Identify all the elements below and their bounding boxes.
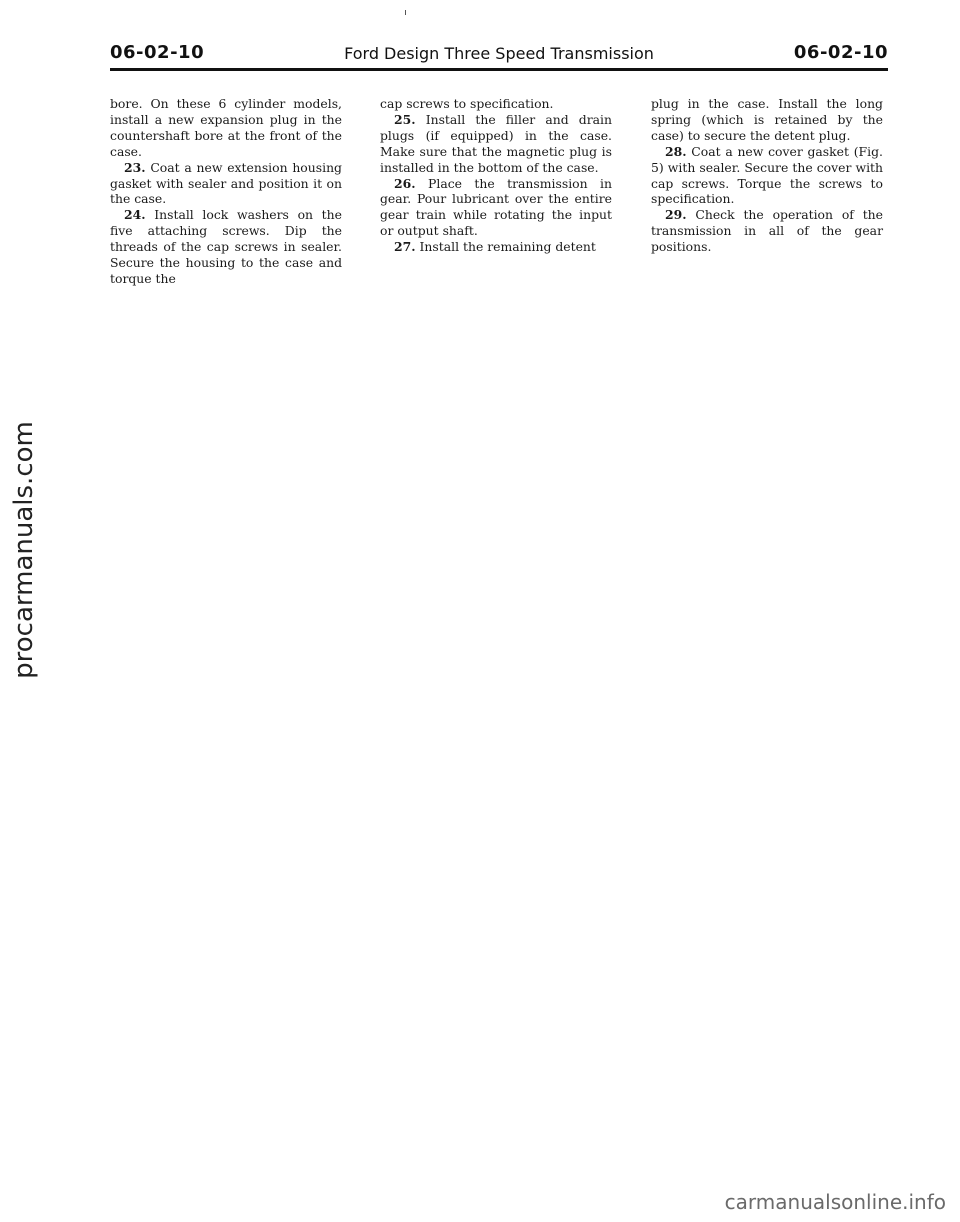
paragraph-continuation: cap screws to specification.	[380, 96, 554, 111]
step-24	[110, 207, 342, 287]
text-column-1	[110, 96, 342, 287]
step-26	[380, 176, 612, 240]
step-text: Check the operation of the transmission in all of the gear positions.	[651, 207, 883, 255]
text-column-2	[380, 96, 612, 255]
step-number: 29.	[665, 207, 687, 223]
header-rule	[110, 68, 888, 71]
step-29	[651, 207, 883, 255]
page-number-left: 06-02-10	[110, 42, 205, 63]
step-number: 23.	[124, 159, 146, 175]
step-text: Install the filler and drain plugs (if equipped) in the case. Make sure that the magnetic plug is installed in the bottom of the case.	[380, 111, 612, 175]
bottom-watermark: carmanualsonline.info	[724, 1190, 946, 1214]
step-number: 28.	[665, 143, 687, 159]
step-text: Install the remaining detent	[419, 239, 596, 255]
scan-speck	[405, 10, 406, 15]
page-number-right: 06-02-10	[793, 42, 888, 63]
paragraph-continuation: plug in the case. Install the long spring (which is retained by the case) to secure the detent plug.	[651, 96, 883, 143]
step-27	[380, 239, 612, 255]
step-number: 24.	[124, 207, 146, 223]
side-watermark-text: procarmanuals.com	[9, 421, 39, 679]
paragraph-continuation: bore. On these 6 cylinder models, install a new expansion plug in the countershaft bore at the front of the case.	[110, 96, 342, 159]
step-number: 27.	[394, 239, 416, 255]
step-25	[380, 112, 612, 176]
step-23	[110, 160, 342, 208]
step-text: Install lock washers on the five attaching screws. Dip the threads of the cap screws in sealer. Secure the housing to the case and torque the	[110, 207, 342, 286]
page-title: Ford Design Three Speed Transmission	[344, 44, 654, 63]
step-text: Coat a new extension housing gasket with sealer and position it on the case.	[110, 159, 342, 207]
text-column-3	[651, 96, 883, 255]
page-header	[110, 40, 888, 66]
step-number: 25.	[394, 111, 416, 127]
step-text: Place the transmission in gear. Pour lubricant over the entire gear train while rotating the input or output shaft.	[380, 175, 612, 239]
step-28	[651, 144, 883, 208]
side-watermark	[4, 370, 44, 730]
step-number: 26.	[394, 175, 416, 191]
step-text: Coat a new cover gasket (Fig. 5) with sealer. Secure the cover with cap screws. Torque the screws to specification.	[651, 143, 883, 207]
